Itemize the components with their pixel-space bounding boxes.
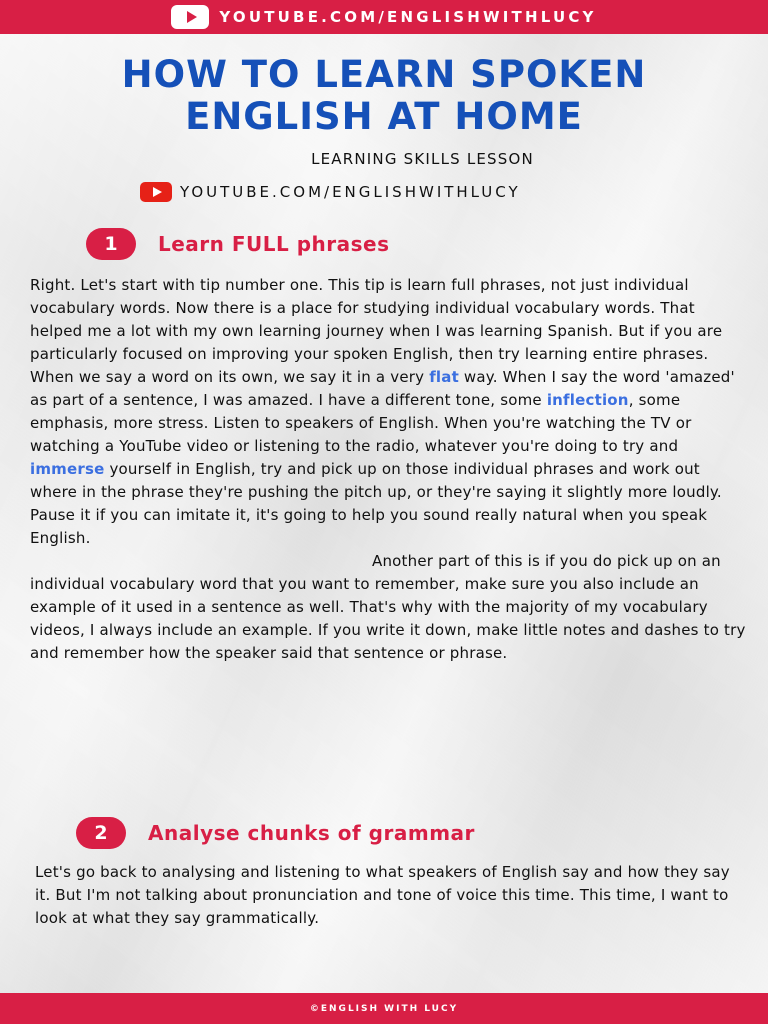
highlight-word: immerse: [30, 460, 105, 478]
lesson-subtitle: LEARNING SKILLS LESSON: [311, 150, 534, 168]
youtube-icon: [140, 182, 172, 202]
section-number-badge: 2: [76, 817, 126, 849]
section-title: Analyse chunks of grammar: [148, 821, 475, 845]
highlight-word: inflection: [546, 391, 629, 409]
section-1-heading: [86, 228, 390, 260]
header-url[interactable]: YOUTUBE.COM/ENGLISHWITHLUCY: [219, 8, 597, 26]
footer-banner: [0, 993, 768, 1024]
highlight-word: flat: [429, 368, 459, 386]
top-banner: [0, 0, 768, 34]
page-title: [0, 54, 768, 138]
channel-link[interactable]: [140, 182, 521, 202]
footer-text: ©ENGLISH WITH LUCY: [309, 1003, 459, 1014]
section-title: Learn FULL phrases: [158, 232, 390, 256]
youtube-icon: [171, 5, 209, 29]
text-run: way. When I say the word 'amazed' as part of a sentence, I was amazed. I have a different tone, some: [30, 368, 735, 409]
text-run: yourself in English, try and pick up on those individual phrases and work out where in the phrase they're pushing the pitch up, or they're saying it slightly more loudly. Pause it if you can imitate it, it's going to help you sound really natural when you speak English.: [30, 460, 722, 547]
section-2-heading: [76, 817, 475, 849]
section-1-paragraph: [30, 274, 748, 665]
text-run: , some emphasis, more stress. Listen to speakers of English. When you're watching the TV or watching a YouTube video or listening to the radio, whatever you're doing to try and: [30, 391, 692, 455]
title-line-2: ENGLISH AT HOME: [185, 95, 583, 138]
text-run: Another part of this is if you do pick up on an individual vocabulary word that you want to remember, make sure you also include an example of it used in a sentence as well. That's why with the majority of my vocabulary videos, I always include an example. If you write it down, make little notes and dashes to try and remember how the speaker said that sentence or phrase.: [30, 552, 746, 662]
section-number-badge: 1: [86, 228, 136, 260]
channel-url[interactable]: YOUTUBE.COM/ENGLISHWITHLUCY: [180, 183, 521, 201]
title-line-1: HOW TO LEARN SPOKEN: [121, 53, 647, 96]
text-run: Right. Let's start with tip number one. This tip is learn full phrases, not just individual vocabulary words. Now there is a place for studying individual vocabulary words. That helped me a lot with my own learning journey when I was learning Spanish. But if you are particularly focused on improving your spoken English, then try learning entire phrases. When we say a word on its own, we say it in a very: [30, 276, 723, 386]
section-2-paragraph: Let's go back to analysing and listening to what speakers of English say and how they say it. But I'm not talking about pronunciation and tone of voice this time. This time, I want to look at what they say grammatically.: [35, 863, 730, 927]
